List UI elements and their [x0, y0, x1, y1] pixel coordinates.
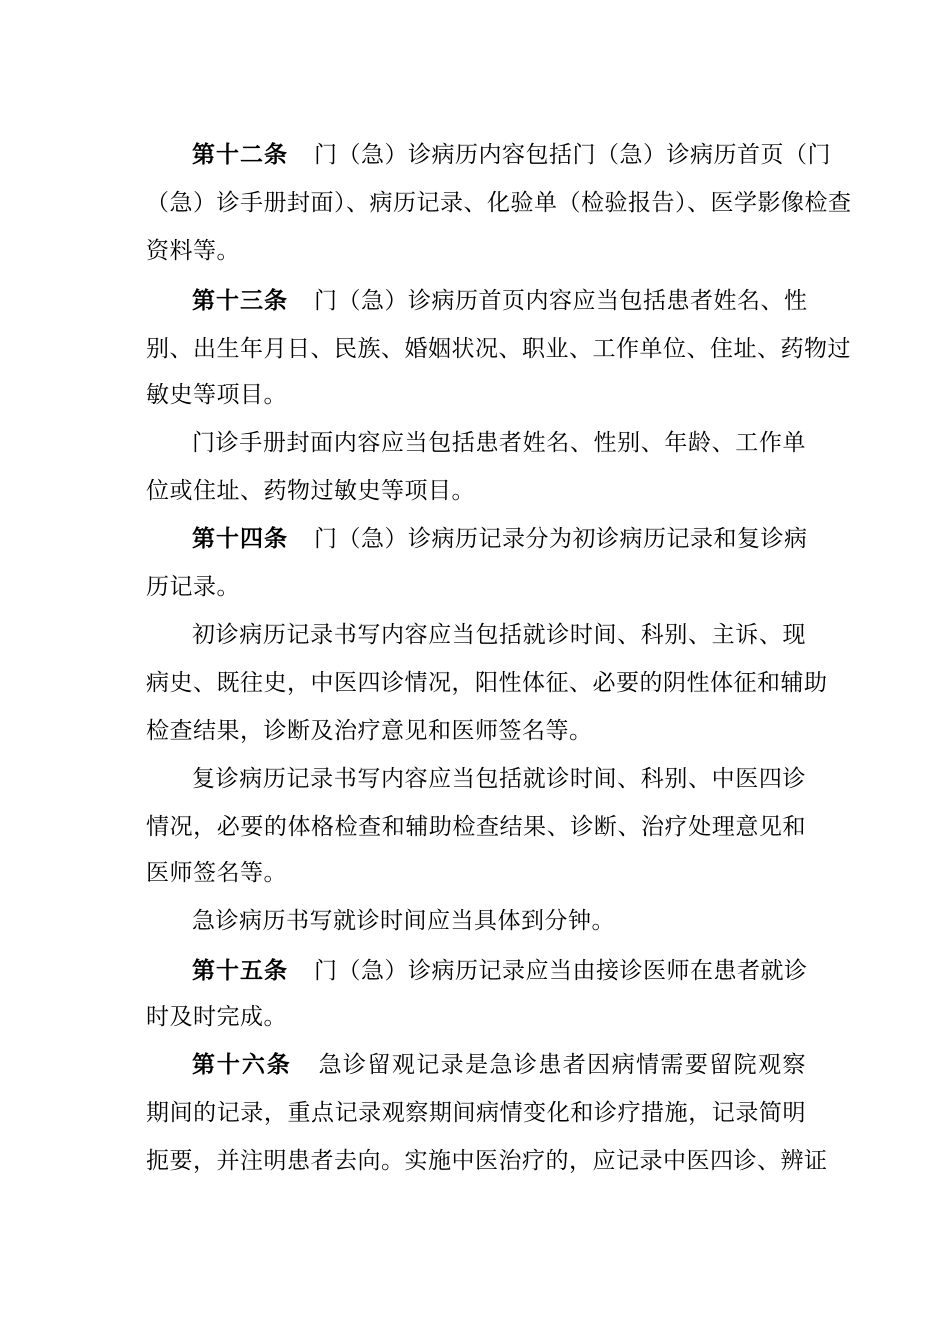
- article-14-line-1: [192, 524, 806, 554]
- paragraph-first-visit-line-3: 检查结果，诊断及治疗意见和医师签名等。: [146, 718, 593, 744]
- article-12-line-3: 资料等。: [146, 238, 240, 264]
- article-12-line-2: （急）诊手册封面）、病历记录、化验单（检验报告）、医学影像检查: [146, 190, 852, 216]
- article-13-line-1: [192, 286, 806, 316]
- article-12-heading: 第十二条: [192, 141, 288, 168]
- article-12-text-1: 门（急）诊病历内容包括门（急）诊病历首页（门: [314, 142, 831, 168]
- article-15-line-1: [192, 956, 806, 986]
- article-13-heading: 第十三条: [192, 287, 288, 314]
- paragraph-emergency-line-1: 急诊病历书写就诊时间应当具体到分钟。: [192, 908, 615, 934]
- article-14-text-1: 门（急）诊病历记录分为初诊病历记录和复诊病: [314, 526, 808, 552]
- article-13-line-2: 别、出生年月日、民族、婚姻状况、职业、工作单位、住址、药物过: [146, 336, 851, 362]
- paragraph-revisit-line-2: 情况，必要的体格检查和辅助检查结果、诊断、治疗处理意见和: [146, 814, 806, 840]
- article-15-heading: 第十五条: [192, 957, 288, 984]
- paragraph-first-visit-line-1: 初诊病历记录书写内容应当包括就诊时间、科别、主诉、现: [192, 622, 806, 648]
- article-16-line-2: 期间的记录，重点记录观察期间病情变化和诊疗措施，记录简明: [146, 1100, 806, 1126]
- paragraph-revisit-line-1: 复诊病历记录书写内容应当包括就诊时间、科别、中医四诊: [192, 766, 806, 792]
- paragraph-cover-line-1: 门诊手册封面内容应当包括患者姓名、性别、年龄、工作单: [192, 430, 806, 456]
- paragraph-revisit-line-3: 医师签名等。: [146, 860, 287, 886]
- article-14-line-2: 历记录。: [146, 574, 240, 600]
- article-14-heading: 第十四条: [192, 525, 288, 552]
- article-16-heading: 第十六条: [192, 1051, 292, 1078]
- article-16-line-3: 扼要，并注明患者去向。实施中医治疗的，应记录中医四诊、辨证: [146, 1148, 828, 1174]
- article-16-line-1: [192, 1050, 806, 1080]
- article-13-text-1: 门（急）诊病历首页内容应当包括患者姓名、性: [314, 288, 808, 314]
- paragraph-cover-line-2: 位或住址、药物过敏史等项目。: [146, 478, 475, 504]
- article-15-line-2: 时及时完成。: [146, 1004, 287, 1030]
- paragraph-first-visit-line-2: 病史、既往史，中医四诊情况，阳性体征、必要的阴性体征和辅助: [146, 670, 828, 696]
- article-16-text-1: 急诊留观记录是急诊患者因病情需要留院观察: [317, 1052, 807, 1078]
- article-15-text-1: 门（急）诊病历记录应当由接诊医师在患者就诊: [314, 958, 808, 984]
- article-13-line-3: 敏史等项目。: [146, 382, 287, 408]
- article-12-line-1: [192, 140, 831, 170]
